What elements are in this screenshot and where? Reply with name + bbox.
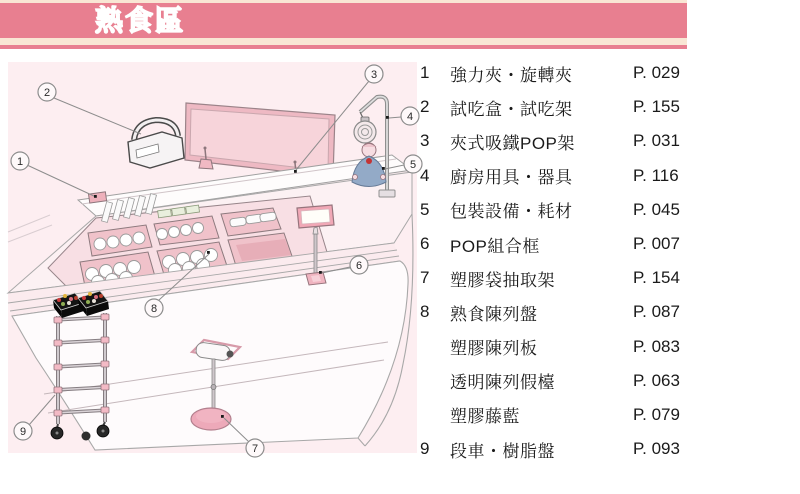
- header-cream-stripe: [0, 38, 687, 45]
- legend-item-number: 8: [420, 302, 430, 322]
- legend-item-name: 強力夾・旋轉夾: [450, 65, 573, 85]
- power-clip: [89, 192, 107, 203]
- legend-row: [420, 261, 795, 295]
- header-accent-line: [0, 45, 687, 49]
- deli-counter-illustration: [8, 62, 417, 453]
- legend-item-number: 6: [420, 234, 430, 254]
- svg-text:8: 8: [150, 303, 158, 315]
- legend-row: [420, 295, 795, 329]
- legend-item-number: 4: [420, 165, 430, 185]
- legend-item-name: 熟食陳列盤: [450, 304, 538, 324]
- legend-row: [420, 159, 795, 193]
- illustration-panel: [8, 62, 417, 453]
- legend-item-number: 9: [420, 439, 430, 459]
- svg-text:6: 6: [355, 260, 363, 272]
- legend-item-name: 透明陳列假檯: [450, 373, 555, 393]
- callout-9: [14, 422, 32, 440]
- svg-text:1: 1: [16, 156, 24, 168]
- svg-text:4: 4: [406, 111, 414, 123]
- legend-row: [420, 330, 795, 364]
- legend-item-page: P. 079: [633, 404, 680, 424]
- page-title: 熟食區: [95, 5, 186, 36]
- legend-item-name: 塑膠袋抽取架: [450, 270, 555, 290]
- sample-box: [128, 120, 184, 168]
- legend-item-page: P. 116: [633, 165, 679, 185]
- callout-4: [401, 107, 419, 125]
- svg-text:9: 9: [19, 426, 27, 438]
- legend-item-name: POP組合框: [450, 236, 540, 256]
- legend-row: [420, 364, 795, 398]
- legend-item-page: P. 045: [633, 199, 680, 219]
- legend-item-name: 段車・樹脂盤: [450, 441, 555, 461]
- legend-item-number: 1: [420, 63, 430, 83]
- legend-item-number: 3: [420, 131, 430, 151]
- callout-7: [246, 439, 264, 457]
- callout-2: [38, 83, 56, 101]
- header-bar: [0, 3, 687, 38]
- legend-item-page: P. 029: [633, 63, 680, 83]
- svg-text:5: 5: [409, 159, 417, 171]
- legend-item-name: 夾式吸鐵POP架: [450, 133, 575, 153]
- legend-item-page: P. 093: [633, 439, 680, 459]
- legend-item-number: 2: [420, 97, 430, 117]
- callout-1: [11, 152, 29, 170]
- legend-item-name: 包裝設備・耗材: [450, 202, 573, 222]
- wall-lines: [8, 215, 52, 242]
- legend-row: [420, 56, 795, 90]
- legend-item-name: 塑膠陳列板: [450, 339, 538, 359]
- legend-row: [420, 124, 795, 158]
- svg-text:3: 3: [370, 69, 378, 81]
- legend-item-page: P. 155: [633, 97, 680, 117]
- legend-item-page: P. 087: [633, 302, 680, 322]
- legend-item-page: P. 063: [633, 370, 680, 390]
- callout-3: [365, 65, 383, 83]
- legend-row: [420, 398, 795, 432]
- callout-6: [350, 256, 368, 274]
- legend-item-page: P. 083: [633, 336, 680, 356]
- legend-item-number: 7: [420, 268, 430, 288]
- legend-row: [420, 227, 795, 261]
- legend-row: [420, 90, 795, 124]
- legend-item-number: 5: [420, 199, 430, 219]
- legend-item-page: P. 154: [633, 268, 680, 288]
- callout-8: [145, 299, 163, 317]
- legend-item-name: 試吃盒・試吃架: [450, 99, 573, 119]
- legend-item-page: P. 031: [633, 131, 680, 151]
- legend-row: [420, 193, 795, 227]
- legend-item-name: 廚房用具・器具: [450, 168, 573, 188]
- legend-row: [420, 432, 795, 466]
- legend: [420, 56, 795, 466]
- legend-item-page: P. 007: [633, 234, 680, 254]
- legend-item-name: 塑膠藤藍: [450, 407, 520, 427]
- svg-text:2: 2: [43, 87, 51, 99]
- svg-text:7: 7: [251, 443, 259, 455]
